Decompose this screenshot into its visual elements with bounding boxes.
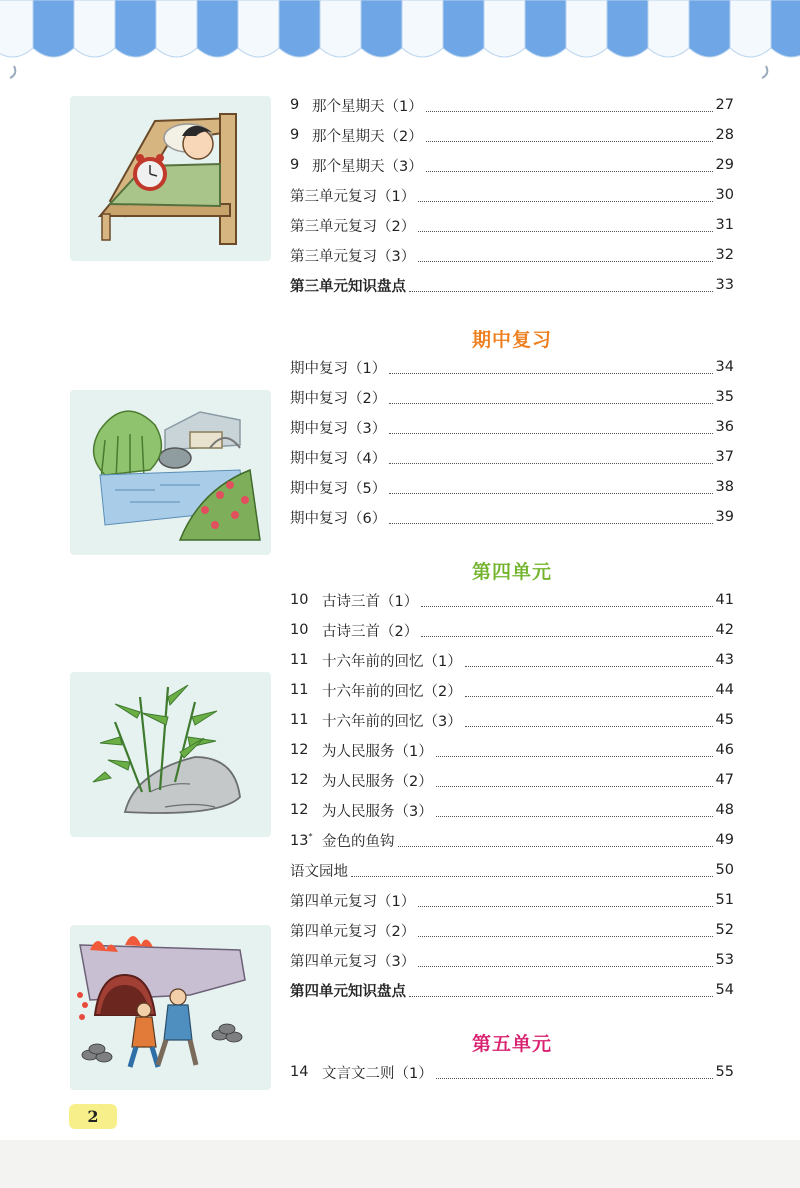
toc-entry [290,90,734,120]
toc-entry [290,855,734,885]
dot-leader [465,714,713,727]
dot-leader [389,391,712,404]
toc-entry [290,412,734,442]
toc-page-number: 28 [715,127,734,143]
toc-entry [290,975,734,1005]
toc-page-number: 43 [715,652,734,668]
awning-stripe [361,0,402,57]
toc-entry [290,442,734,472]
lesson-number: 9 [290,97,300,113]
cave-fire-villagers-icon [70,925,271,1090]
toc-title: 为人民服务（3） [322,803,433,820]
toc-page-number: 55 [715,1064,734,1080]
toc-page-number: 51 [715,892,734,908]
dot-leader [465,684,713,697]
dot-leader [409,279,713,292]
awning-stripe [115,0,156,57]
toc-entry [290,615,734,645]
awning-stripe [156,0,197,57]
toc-title: 期中复习（3） [290,420,387,437]
toc-page-number: 45 [715,712,734,728]
toc-entry [290,240,734,270]
toc-title: 第三单元复习（2） [290,218,416,235]
awning-stripe [771,0,800,57]
toc-entry [290,472,734,502]
awning-stripe [0,0,33,57]
lesson-number: 12 [290,802,309,818]
toc-entry [290,180,734,210]
toc-entry [290,352,734,382]
toc-entry [290,502,734,532]
toc-page-number: 49 [715,832,734,848]
toc-title: 文言文二则（1） [322,1065,433,1082]
toc-title: 那个星期天（3） [312,158,423,175]
awning-stripe [279,0,320,57]
toc-entry [290,210,734,240]
toc-page-number: 32 [715,247,734,263]
dot-leader [389,511,712,524]
lesson-number: 11 [290,682,309,698]
lesson-number: 11 [290,712,309,728]
awning-stripe [730,0,771,57]
dot-leader [418,219,712,232]
lesson-number: 13* [290,831,313,849]
toc-entry [290,1057,734,1087]
dot-leader [389,361,712,374]
toc-title: 期中复习（5） [290,480,387,497]
lesson-number: 12 [290,742,309,758]
toc-entry [290,885,734,915]
toc-entry [290,585,734,615]
page-number-badge: 2 [69,1104,117,1129]
toc-entry [290,150,734,180]
toc-page-number: 41 [715,592,734,608]
awning-decoration [0,0,800,82]
awning-stripe [197,0,238,57]
dot-leader [418,189,712,202]
willow-lake-landscape-icon [70,390,271,555]
toc-entry [290,120,734,150]
toc-title: 第四单元知识盘点 [290,983,406,1000]
awning-stripe [648,0,689,57]
awning-stripe [566,0,607,57]
toc-page-number: 54 [715,982,734,998]
dot-leader [409,984,713,997]
dot-leader [418,249,712,262]
toc-page-number: 38 [715,479,734,495]
toc-title: 期中复习（1） [290,360,387,377]
awning-stripe [607,0,648,57]
toc-page-number: 50 [715,862,734,878]
toc-entry [290,645,734,675]
toc-title: 十六年前的回忆（1） [322,653,462,670]
optional-lesson-mark: * [308,831,313,841]
toc-page-number: 35 [715,389,734,405]
dot-leader [418,894,712,907]
toc-page-number: 46 [715,742,734,758]
dot-leader [465,654,713,667]
dot-leader [351,864,713,877]
toc-page-number: 47 [715,772,734,788]
awning-stripe [238,0,279,57]
toc-page-number: 33 [715,277,734,293]
unit4-heading: 第四单元 [471,561,552,583]
toc-page-number: 48 [715,802,734,818]
toc-page-number: 29 [715,157,734,173]
toc-entry [290,270,734,300]
awning-stripe [74,0,115,57]
toc-title: 语文园地 [290,863,348,880]
midterm-heading: 期中复习 [471,329,552,351]
dot-leader [389,481,712,494]
toc-page-number: 42 [715,622,734,638]
dot-leader [389,451,712,464]
toc-entry [290,705,734,735]
dot-leader [398,834,713,847]
toc-entry [290,765,734,795]
dot-leader [436,804,713,817]
dot-leader [418,954,712,967]
toc-title: 为人民服务（2） [322,773,433,790]
awning-stripe [689,0,730,57]
toc-entry [290,825,734,855]
toc-title: 十六年前的回忆（2） [322,683,462,700]
toc-title: 期中复习（6） [290,510,387,527]
toc-title: 第四单元复习（1） [290,893,416,910]
toc-page-number: 44 [715,682,734,698]
toc-page-number: 53 [715,952,734,968]
dot-leader [421,624,712,637]
toc-title: 第四单元复习（3） [290,953,416,970]
toc-title: 那个星期天（2） [312,128,423,145]
toc-title: 期中复习（4） [290,450,387,467]
toc-entry [290,945,734,975]
dot-leader [436,774,713,787]
toc-title: 期中复习（2） [290,390,387,407]
toc-title: 那个星期天（1） [312,98,423,115]
toc-page-number: 27 [715,97,734,113]
lesson-number: 9 [290,127,300,143]
awning-stripe [484,0,525,57]
toc-title: 第四单元复习（2） [290,923,416,940]
toc-title: 古诗三首（2） [322,623,419,640]
toc-page-number: 31 [715,217,734,233]
awning-stripe [402,0,443,57]
awning-stripe [443,0,484,57]
awning-stripe [320,0,361,57]
lesson-number: 12 [290,772,309,788]
dot-leader [436,1066,713,1079]
toc-page-number: 36 [715,419,734,435]
lesson-number: 10 [290,592,309,608]
toc-entry [290,735,734,765]
toc-entry [290,915,734,945]
dot-leader [436,744,713,757]
unit5-heading: 第五单元 [471,1033,552,1055]
toc-page-number: 37 [715,449,734,465]
dot-leader [389,421,712,434]
toc-entry [290,382,734,412]
lesson-number: 9 [290,157,300,173]
toc-page-number: 39 [715,509,734,525]
awning-stripe [525,0,566,57]
lesson-number: 11 [290,652,309,668]
toc-title: 第三单元知识盘点 [290,278,406,295]
toc-entry [290,795,734,825]
toc-title: 金色的鱼钩 [322,833,395,850]
toc-page-number: 30 [715,187,734,203]
dot-leader [418,924,712,937]
toc-page-number: 34 [715,359,734,375]
toc-title: 第三单元复习（3） [290,248,416,265]
toc-title: 第三单元复习（1） [290,188,416,205]
toc-title: 十六年前的回忆（3） [322,713,462,730]
dot-leader [426,99,713,112]
toc-title: 为人民服务（1） [322,743,433,760]
lesson-number: 10 [290,622,309,638]
toc-entry [290,675,734,705]
boy-sleeping-alarm-clock-icon [70,96,271,261]
awning-stripe [33,0,74,57]
dot-leader [426,129,713,142]
lesson-number: 14 [290,1064,309,1080]
dot-leader [421,594,712,607]
toc-page-number: 52 [715,922,734,938]
dot-leader [426,159,713,172]
toc-title: 古诗三首（1） [322,593,419,610]
bamboo-rock-icon [70,672,271,837]
